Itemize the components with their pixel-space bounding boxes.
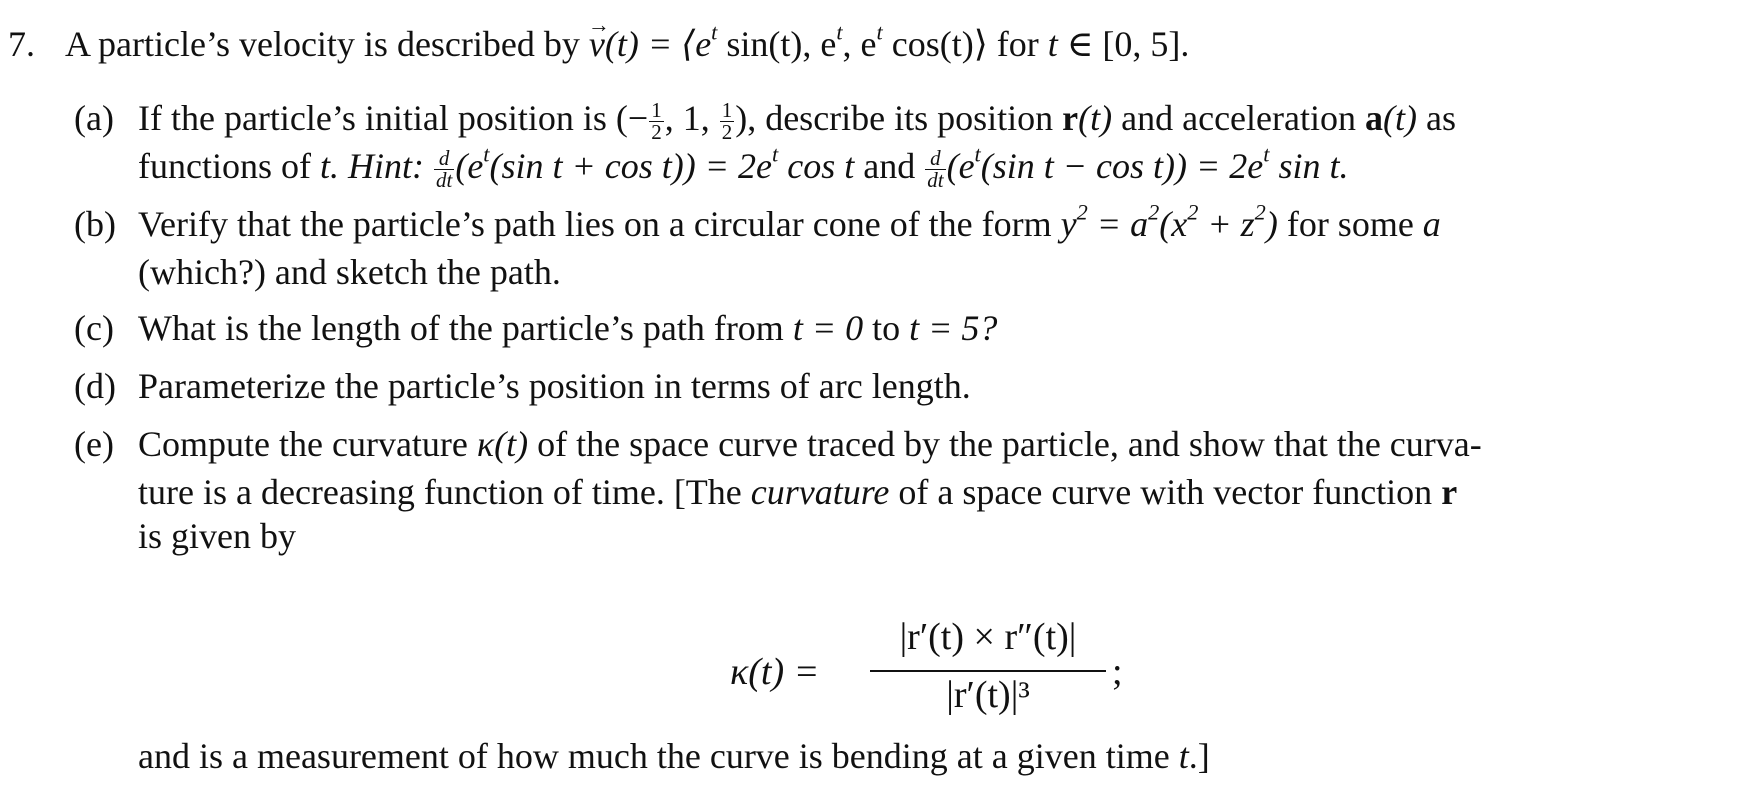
derivative-operator: $\frac{d}{dt}$ [435,145,453,192]
part-d-line: Parameterize the particle’s position in terms of arc length. [138,366,971,406]
part-a-label: (a) [74,98,114,138]
velocity-symbol: v → [589,22,605,66]
problem-statement [8,19,1190,66]
curvature-formula [730,616,1150,734]
acceleration-symbol: a [1364,98,1383,138]
formula-numerator: |r′(t) × r″(t)| [899,616,1077,658]
position-symbol: r [1062,98,1079,138]
hint-label: Hint: [347,146,424,186]
velocity-def: $(t) = ⟨e^t$ sin(t), $e^t$, $e^t$ cos(t)⟩ [604,19,988,64]
fraction-half: $\frac{1}{2}$ [721,97,733,144]
fraction-half: $\frac{1}{2}$ [651,97,662,144]
part-b-label: (b) [74,204,116,244]
part-e-line-3: is given by [138,516,296,556]
domain-range: ∈ [0, 5]. [1066,24,1190,64]
formula-lhs: κ(t) = [730,651,820,693]
part-e-line-2: ture is a decreasing function of time. [The curvature of a space curve with vector function r [138,472,1458,512]
derivative-operator: $\frac{d}{dt}$ [927,145,944,192]
formula-denominator: |r′(t)|³ [946,674,1030,716]
cone-equation: $y^2 = a^2(x^2 + z^2)$ [1060,199,1278,244]
part-b-line-2: (which?) and sketch the path. [138,252,561,292]
part-e-closing: and is a measurement of how much the curve is bending at a given time t.] [138,736,1210,776]
part-a-line-2: functions of t. Hint: $\frac{d}{dt}$ ($e^t(\sin$ $t + \cos t)) = 2e^t$ cos t and $\frac{d}{dt}$ ($e^t(\sin$ $t - \cos t)) = 2e^t$ sin t. [138,141,1349,192]
domain-variable: t [1047,24,1058,64]
problem-number: 7. [8,24,35,64]
part-c-line: What is the length of the particle’s path from t = 0 to t = 5? [138,308,998,348]
domain-text: for [996,24,1039,64]
kappa-t: κ(t) [476,424,529,464]
part-a-line-1: If the particle’s initial position is (− $\frac{1}{2}$ , 1, $\frac{1}{2}$ ), describe its position r(t) and acceleration a(t) as [138,97,1456,144]
fraction-bar [870,670,1106,672]
part-d-label: (d) [74,366,116,406]
part-e-label: (e) [74,424,114,464]
part-e-line-1: Compute the curvature κ(t) of the space curve traced by the particle, and show that the curva- [138,424,1482,464]
part-c-label: (c) [74,308,114,348]
part-b-line-1: Verify that the particle’s path lies on a circular cone of the form $y^2 = a^2(x^2 + z^2)$ for some a [138,199,1441,244]
problem-intro: A particle’s velocity is described by [65,24,580,64]
formula-semicolon: ; [1112,651,1123,693]
